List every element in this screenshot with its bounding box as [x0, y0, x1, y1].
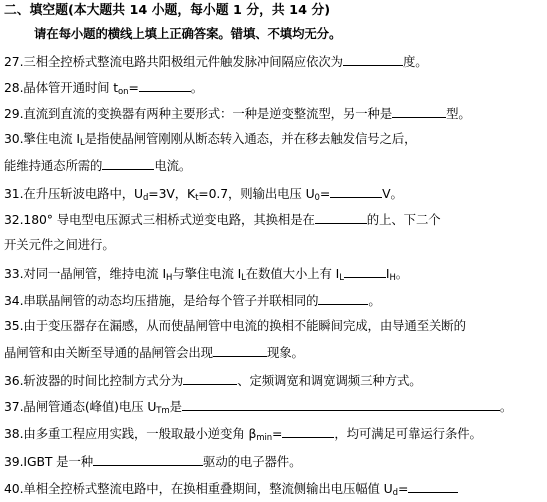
question-28 — [4, 79, 203, 96]
question-text: 40.单相全控桥式整流电路中，在换相重叠期间，整流侧输出电压幅值 U — [4, 481, 393, 496]
question-text: 度。 — [402, 54, 428, 69]
answer-blank[interactable] — [408, 480, 458, 493]
question-text: 与擎住电流 I — [172, 266, 242, 281]
answer-blank[interactable] — [392, 105, 446, 118]
question-29 — [4, 105, 471, 122]
subscript: 0 — [314, 193, 320, 203]
question-30-continued — [4, 157, 191, 174]
question-text: ，均可满足可靠运行条件。 — [334, 426, 482, 441]
question-text: 31.在升压斩波电路中，U — [4, 186, 143, 201]
question-text: 35.由于变压器存在漏感，从而使晶闸管中电流的换相不能瞬间完成，由导通至关断的 — [4, 318, 466, 333]
question-text: =3V，K — [148, 186, 196, 201]
answer-blank[interactable] — [102, 157, 154, 170]
answer-blank[interactable] — [315, 211, 367, 224]
question-text: 在数值大小上有 I — [245, 266, 340, 281]
question-text: 能维持通态所需的 — [4, 158, 103, 173]
question-text: 晶闸管和由关断至导通的晶闸管会出现 — [4, 345, 213, 360]
subscript: L — [79, 138, 85, 148]
question-40 — [4, 480, 458, 497]
question-text: 型。 — [446, 106, 471, 121]
question-text: 38.由多重工程应用实践，一般取最小逆变角 β — [4, 426, 257, 441]
subscript: L — [339, 273, 344, 283]
question-text: 。 — [395, 266, 409, 281]
question-text: 。 — [368, 293, 381, 308]
question-37 — [4, 398, 512, 415]
question-text: =0.7，则输出电压 U — [198, 186, 315, 201]
question-text: 现象。 — [266, 345, 304, 360]
question-text: = — [272, 426, 283, 441]
question-text: 32.180° 导电型电压源式三相桥式逆变电路，其换相是在 — [4, 212, 315, 227]
question-34 — [4, 292, 381, 309]
subscript: H — [166, 273, 173, 283]
question-text: 36.斩波器的时间比控制方式分为 — [4, 373, 184, 388]
question-text: 电流。 — [154, 158, 192, 173]
subscript: d — [143, 193, 149, 203]
answer-blank[interactable] — [330, 185, 382, 198]
subscript: Tm — [156, 406, 170, 416]
question-text: 。 — [190, 80, 204, 95]
question-27 — [4, 53, 428, 70]
question-text: V。 — [382, 186, 403, 201]
question-text: 37.晶闸管通态(峰值)电压 U — [4, 399, 157, 414]
question-32-continued — [4, 237, 115, 253]
question-text: 33.对同一晶闸管，维持电流 I — [4, 266, 166, 281]
question-35-continued — [4, 344, 304, 361]
question-text: = — [319, 186, 331, 201]
answer-blank[interactable] — [344, 265, 386, 278]
question-text: 是 — [169, 399, 182, 414]
question-text: = — [397, 481, 409, 496]
question-text: 、定频调宽和调宽调频三种方式。 — [237, 373, 422, 388]
question-36 — [4, 372, 422, 389]
question-39 — [4, 453, 301, 470]
question-text: 39.IGBT 是一种 — [4, 454, 94, 469]
question-text: 驱动的电子器件。 — [203, 454, 302, 469]
subscript: L — [241, 273, 246, 283]
question-text: 是指使晶闸管刚刚从断态转入通态，并在移去触发信号之后， — [84, 131, 417, 146]
subscript: H — [389, 273, 396, 283]
answer-blank[interactable] — [139, 79, 191, 92]
question-31 — [4, 185, 403, 202]
answer-blank[interactable] — [93, 453, 203, 466]
question-text: = — [128, 80, 139, 95]
answer-blank[interactable] — [182, 398, 500, 411]
section-title: 二、填空题(本大题共 14 小题，每小题 1 分，共 14 分) — [4, 3, 331, 18]
answer-blank[interactable] — [282, 425, 334, 438]
answer-blank[interactable] — [343, 53, 403, 66]
question-text: 开关元件之间进行。 — [4, 237, 115, 252]
question-30 — [4, 131, 416, 147]
question-text: 34.串联晶闸管的动态均压措施，是给每个管子并联相同的 — [4, 293, 319, 308]
subscript: on — [118, 87, 129, 97]
question-35 — [4, 318, 466, 334]
answer-blank[interactable] — [183, 372, 237, 385]
subscript: d — [392, 488, 398, 498]
subscript: t — [195, 193, 199, 203]
section-instruction: 请在每小题的横线上填上正确答案。错填、不填均无分。 — [34, 26, 342, 41]
answer-blank[interactable] — [213, 344, 267, 357]
answer-blank[interactable] — [318, 292, 368, 305]
question-text: 30.擎住电流 I — [4, 131, 80, 146]
subscript: min — [256, 433, 273, 443]
question-text: I — [385, 266, 390, 281]
question-text: 29.直流到直流的变换器有两种主要形式：一种是逆变整流型，另一种是 — [4, 106, 393, 121]
question-32 — [4, 211, 441, 228]
question-38 — [4, 425, 482, 442]
question-text: 。 — [499, 399, 513, 414]
question-33 — [4, 265, 408, 282]
question-text: 的上、下二个 — [366, 212, 441, 227]
question-text: 27.三相全控桥式整流电路共阳极组元件触发脉冲间隔应依次为 — [4, 54, 343, 69]
question-text: 28.晶体管开通时间 t — [4, 80, 119, 95]
